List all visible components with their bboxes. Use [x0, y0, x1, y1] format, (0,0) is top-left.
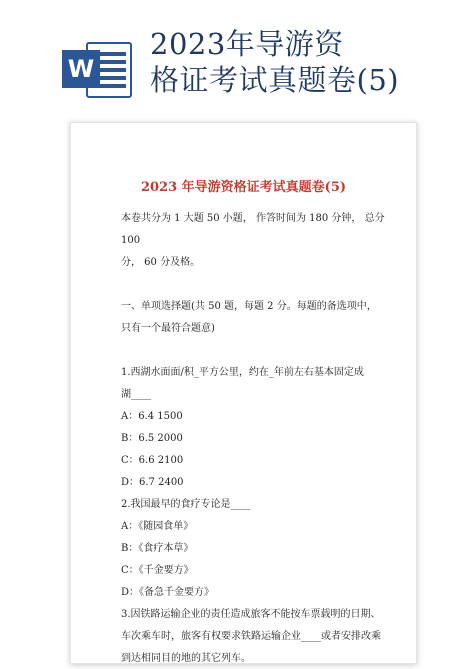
- answer-option: A：6.4 1500: [121, 411, 183, 422]
- question-text: 到达相同目的地的其它列车。: [121, 653, 251, 664]
- page-title: [150, 26, 450, 98]
- section-heading: 一、单项选择题(共 50 题，每题 2 分。每题的备选项中，: [121, 301, 377, 312]
- answer-option: A：《随园食单》: [121, 521, 194, 532]
- document-preview[interactable]: [70, 122, 417, 664]
- question-text: 3.因铁路运输企业的责任造成旅客不能按车票载明的日期、: [121, 609, 381, 620]
- answer-option: D：6.7 2400: [121, 477, 184, 488]
- question-text: 车次乘车时，旅客有权要求铁路运输企业____或者安排改乘: [121, 631, 381, 642]
- answer-option: C：6.6 2100: [121, 455, 184, 466]
- page-title-line-1: 2023年导游资: [150, 27, 344, 61]
- intro-line: 分， 60 分及格。: [121, 257, 201, 268]
- question-text: 湖____: [121, 389, 151, 400]
- page-title-line-2: 格证考试真题卷(5): [150, 63, 400, 97]
- word-icon-letter: W: [62, 50, 100, 88]
- document-title: 2023 年导游资格证考试真题卷(5): [140, 180, 347, 195]
- answer-option: B：6.5 2000: [121, 433, 183, 444]
- answer-option: B：《食疗本草》: [121, 543, 194, 554]
- question-text: 2.我国最早的食疗专论是____: [121, 499, 251, 510]
- answer-option: C：《千金要方》: [121, 565, 194, 576]
- document-body: [121, 208, 386, 664]
- question-text: 1.西湖水面面/积_平方公里，约在_年前左右基本固定成: [121, 367, 364, 378]
- section-heading: 只有一个最符合题意): [121, 323, 215, 334]
- answer-option: D：《备急千金要方》: [121, 587, 215, 598]
- intro-line: 本卷共分为 1 大题 50 小题， 作答时间为 180 分钟， 总分 100: [121, 213, 385, 246]
- page-header: [0, 0, 474, 110]
- word-document-icon: [62, 38, 134, 100]
